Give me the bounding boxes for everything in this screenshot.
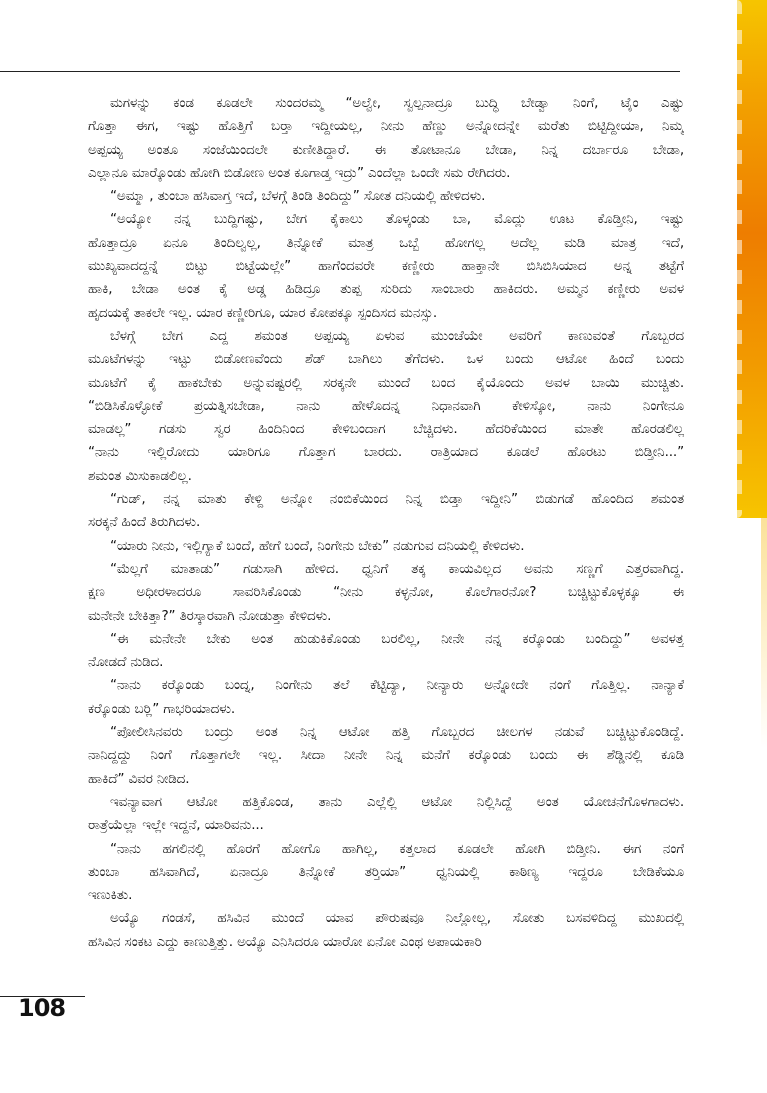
text-line: ಬೆಳಗ್ಗೆ ಬೇಗ ಎದ್ದ ಶಮಂತ ಅಪ್ಪಯ್ಯ ಏಳುವ ಮುಂಚೆಯೇ ಅವರಿಗೆ ಕಾಣುವಂತೆ ಗೊಬ್ಬರದ xyxy=(110,327,684,344)
page-number: 108 xyxy=(18,994,66,1022)
paragraph xyxy=(88,721,684,791)
top-rule xyxy=(0,71,680,72)
text-line: “ನಾನು ಇಲ್ಲಿರೋದು ಯಾರಿಗೂ ಗೊತ್ತಾಗ ಬಾರದು. ರಾತ್ರಿಯಾದ ಕೂಡಲೆ ಹೊರಟು ಬಿಡ್ತೀನಿ...” xyxy=(88,444,684,461)
text-line: ಹಾಕಿ, ಬೇಡಾ ಅಂತ ಕೈ ಅಡ್ಡ ಹಿಡಿದ್ರೂ ತುಪ್ಪ ಸುರಿದು ಸಾಂಬಾರು ಹಾಕಿದರು. ಅಮ್ಮನ ಕಣ್ಣೀರು ಅವಳ xyxy=(88,281,684,298)
text-line: “ಈ ಮನೇನೇ ಬೇಕು ಅಂತ ಹುಡುಕಿಕೊಂಡು ಬರಲಿಲ್ಲ, ನೀನೇ ನನ್ನ ಕರ್‍ಕೊಂಡು ಬಂದಿದ್ದು” ಅವಳತ್ತ xyxy=(110,630,684,647)
text-line: “ಅಯ್ಯೋ ನನ್ನ ಬುದ್ದಿಗಷ್ಟು, ಬೇಗ ಕೈಕಾಲು ತೊಳ್ಕಂಡು ಬಾ, ಮೊದ್ಲು ಊಟ ಕೊಡ್ತೀನಿ, ಇಷ್ಟು xyxy=(110,211,684,228)
text-line: “ಬಿಡಿಸಿಕೊಳ್ಳೋಕೆ ಪ್ರಯತ್ನಿಸಬೇಡಾ, ನಾನು ಹೇಳೊದನ್ನ ನಿಧಾನವಾಗಿ ಕೇಳಿಸ್ಕೋ, ನಾನು ನಿಂಗೇನೂ xyxy=(88,397,684,414)
text-line: ಎಲ್ಲಾನೂ ಮಾರ್‍ಕೊಂಡು ಹೋಗಿ ಬಿಡೋಣ ಅಂತ ಕೂಗಾಡ್ತ ಇದ್ರು” ಎಂದೆಲ್ಲಾ ಒಂದೇ ಸಮ ರೇಗಿದರು. xyxy=(88,164,511,181)
text-line: ತುಂಬಾ ಹಸಿವಾಗಿದೆ, ಏನಾದ್ರೂ ತಿನ್ನೋಕೆ ತರ್‍ತಿಯಾ” ಧ್ವನಿಯಲ್ಲಿ ಕಾಠಿಣ್ಯ ಇದ್ದರೂ ಬೇಡಿಕೆಯೂ xyxy=(88,863,684,880)
text-line: ಹಾಕಿದೆ” ವಿವರ ನೀಡಿದ. xyxy=(88,770,190,787)
text-line: ಅಪ್ಪಯ್ಯ ಅಂತೂ ಸಂಜೆಯಿಂದಲೇ ಕುಣೀತಿದ್ದಾರೆ. ಈ ತೋಟಾನೂ ಬೇಡಾ, ನಿನ್ನ ದರ್ಬಾರೂ ಬೇಡಾ, xyxy=(88,141,684,158)
paragraph xyxy=(88,208,684,324)
text-line: ಹೃದಯಕ್ಕೆ ತಾಕಲೇ ಇಲ್ಲ. ಯಾರ ಕಣ್ಣೀರಿಗೂ, ಯಾರ ಕೋಪಕ್ಕೂ ಸ್ಪಂದಿಸದ ಮನಸ್ಸು. xyxy=(88,304,438,321)
paragraph xyxy=(88,907,684,954)
paragraph xyxy=(88,325,684,488)
text-line: “ಪೋಲೀಸಿನವರು ಬಂದ್ರು ಅಂತ ನಿನ್ನ ಆಟೋ ಹತ್ತಿ ಗೊಬ್ಬರದ ಚೀಲಗಳ ನಡುವೆ ಬಚ್ಚಿಟ್ಟುಕೊಂಡಿದ್ದೆ. xyxy=(110,724,684,741)
text-line: ರಾತ್ರೆಯೆಲ್ಲಾ ಇಲ್ಲೇ ಇದ್ದನೆ, ಯಾರಿವನು... xyxy=(88,817,264,834)
text-line: ಅಯ್ಯೊ ಗಂಡಸೆ, ಹಸಿವಿನ ಮುಂದೆ ಯಾವ ಪೌರುಷವೂ ನಿಲ್ಲೋಲ್ಲ, ಸೋತು ಬಸವಳಿದಿದ್ದ ಮುಖದಲ್ಲಿ xyxy=(110,910,684,927)
paragraph xyxy=(88,535,684,558)
paragraph xyxy=(88,791,684,838)
text-line: ಸರಕ್ಕನೆ ಹಿಂದೆ ತಿರುಗಿದಳು. xyxy=(88,514,201,531)
text-line: “ಗುಡ್, ನನ್ನ ಮಾತು ಕೇಳ್ದಿ ಅನ್ನೋ ನಂಬಿಕೆಯಿಂದ ನಿನ್ನ ಬಿಡ್ತಾ ಇದ್ದೀನಿ” ಬಿಡುಗಡೆ ಹೊಂದಿದ ಶಮಂತ xyxy=(110,491,684,508)
paragraph xyxy=(88,628,684,675)
text-line: ಶಮಂತ ಮಿಸುಕಾಡಲಿಲ್ಲ. xyxy=(88,467,192,484)
text-line: ಕ್ಷಣ ಅಧೀರಳಾದರೂ ಸಾವರಿಸಿಕೊಂಡು “ನೀನು ಕಳ್ಳನೋ, ಕೊಲೆಗಾರನೋ? ಬಚ್ಚಿಟ್ಟುಕೊಳ್ಳಕ್ಕೂ ಈ xyxy=(88,584,684,601)
text-line: ಮಾಡಲ್ಲ” ಗಡಸು ಸ್ವರ ಹಿಂದಿನಿಂದ ಕೇಳಿಬಂದಾಗ ಬೆಚ್ಚಿದಳು. ಹೆದರಿಕೆಯಿಂದ ಮಾತೇ ಹೊರಡಲಿಲ್ಲ xyxy=(88,421,684,438)
text-line: ಹಸಿವಿನ ಸಂಕಟ ಎದ್ದು ಕಾಣುತ್ತಿತ್ತು. ಅಯ್ಯೊ ಎನಿಸಿದರೂ ಯಾರೋ ಏನೋ ಎಂಥ ಅಪಾಯಕಾರಿ xyxy=(88,933,482,950)
text-line: ಕರ್‍ಕೊಂಡು ಬರ್‍ಲಿ” ಗಾಭರಿಯಾದಳು. xyxy=(88,700,236,717)
text-line: ಮಗಳನ್ನು ಕಂಡ ಕೂಡಲೇ ಸುಂದರಮ್ಮ “ಅಲ್ವೇ, ಸ್ವಲ್ಪನಾದ್ರೂ ಬುದ್ಧಿ ಬೇಡ್ವಾ ನಿಂಗೆ, ಟೈಂ ಎಷ್ಟು xyxy=(110,95,684,111)
text-line: “ಮೆಲ್ಲಗೆ ಮಾತಾಡು” ಗಡುಸಾಗಿ ಹೇಳಿದ. ಧ್ವನಿಗೆ ತಕ್ಕ ಕಾಯವಿಲ್ಲದ ಅವನು ಸಣ್ಣಗೆ ಎತ್ತರವಾಗಿದ್ದ. xyxy=(110,560,684,577)
decorative-edge-bleed xyxy=(761,518,767,1093)
paragraph xyxy=(88,558,684,628)
paragraph xyxy=(88,674,684,721)
paragraph xyxy=(88,185,684,208)
paragraph xyxy=(88,92,684,185)
text-line: “ನಾನು ಕರ್‍ಕೊಂಡು ಬಂದ್ನ, ನಿಂಗೇನು ತಲೆ ಕೆಟ್ಟಿದ್ಯಾ, ನೀನ್ಯಾರು ಅನ್ನೋದೇ ನಂಗೆ ಗೊತ್ತಿಲ್ಲ. ನಾನ್ಯಾಕೆ xyxy=(110,677,684,694)
body-text xyxy=(88,92,684,954)
paragraph xyxy=(88,838,684,908)
text-line: ಮುಖ್ಯವಾದದ್ದನ್ನೆ ಬಿಟ್ಟು ಬಿಟ್ಟೆಯಲ್ಲೇ” ಹಾಗೆಂದವರೇ ಕಣ್ಣೀರು ಹಾಕ್ತಾನೇ ಬಿಸಿಬಿಸಿಯಾದ ಅನ್ನ ತಟ್ಟೆಗೆ xyxy=(88,258,684,275)
text-line: ಮೂಟೆಗಳನ್ನು ಇಟ್ಟು ಬಿಡೋಣವೆಂದು ಶೆಡ್ ಬಾಗಿಲು ತೆಗೆದಳು. ಒಳ ಬಂದು ಆಟೋ ಹಿಂದೆ ಬಂದು xyxy=(88,351,684,368)
text-line: ಇವನ್ಯಾವಾಗ ಆಟೋ ಹತ್ತಿಕೊಂಡ, ತಾನು ಎಲ್ಲೆಲ್ಲಿ ಆಟೋ ನಿಲ್ಲಿಸಿದ್ದೆ ಅಂತ ಯೋಚನೆಗೊಳಗಾದಳು. xyxy=(110,793,684,810)
text-line: ಹೊತ್ತಾದ್ರೂ ಏನೂ ತಿಂದಿಲ್ವಲ್ಲ, ತಿನ್ನೋಕೆ ಮಾತ್ರ ಒಬ್ಬೆ ಹೋಗಲ್ಲ ಅದೆಲ್ಲ ಮಡಿ ಮಾತ್ರ ಇದೆ, xyxy=(88,234,684,251)
text-line: ಇಣುಕಿತು. xyxy=(88,887,133,904)
text-line: ಗೊತ್ತಾ ಈಗ, ಇಷ್ಟು ಹೊತ್ತಿಗೆ ಬರ್‍ತಾ ಇದ್ದೀಯಲ್ಲ, ನೀನು ಹೆಣ್ಣು ಅನ್ನೋದನ್ನೇ ಮರೆತು ಬಿಟ್ಟಿದ್ದೀಯಾ, ನಿಮ್ಮ xyxy=(88,118,684,135)
text-line: ಮನೇನೇ ಬೇಕಿತ್ತಾ?” ತಿರಸ್ಕಾರವಾಗಿ ನೋಡುತ್ತಾ ಕೇಳಿದಳು. xyxy=(88,607,332,624)
text-line: “ಅಮ್ಮಾ , ತುಂಬಾ ಹಸಿವಾಗ್ತ ಇದೆ, ಬೆಳಗ್ಗೆ ತಿಂಡಿ ತಿಂದಿದ್ದು” ಸೋತ ದನಿಯಲ್ಲಿ ಹೇಳಿದಳು. xyxy=(110,188,486,205)
text-line: “ಯಾರು ನೀನು, ಇಲ್ಲಿಗ್ಯಾಕೆ ಬಂದೆ, ಹೇಗೆ ಬಂದೆ, ನಿಂಗೇನು ಬೇಕು” ನಡುಗುವ ದನಿಯಲ್ಲಿ ಕೇಳಿದಳು. xyxy=(110,537,525,554)
text-line: ನಾನಿದ್ದದ್ದು ನಿಂಗೆ ಗೊತ್ತಾಗಲೇ ಇಲ್ಲ. ಸೀದಾ ನೀನೇ ನಿನ್ನ ಮನೆಗೆ ಕರ್‍ಕೊಂಡು ಬಂದು ಈ ಶೆಡ್ಡಿನಲ್ಲಿ ಕೂಡಿ xyxy=(88,747,684,764)
text-line: ನೋಡದೆ ನುಡಿದ. xyxy=(88,654,164,671)
decorative-edge-strip xyxy=(737,0,767,518)
text-line: ಮೂಟೆಗೆ ಕೈ ಹಾಕಬೇಕು ಅನ್ನುವಷ್ಟರಲ್ಲಿ ಸರಕ್ಕನೇ ಮುಂದೆ ಬಂದ ಕೈಯೊಂದು ಅವಳ ಬಾಯಿ ಮುಚ್ಚಿತು. xyxy=(88,374,684,391)
text-line: “ನಾನು ಹಗಲಿನಲ್ಲಿ ಹೊರಗೆ ಹೋಗೊ ಹಾಗಿಲ್ಲ, ಕತ್ತಲಾದ ಕೂಡಲೇ ಹೋಗಿ ಬಿಡ್ತೀನಿ. ಈಗ ನಂಗೆ xyxy=(110,840,684,857)
paragraph xyxy=(88,488,684,535)
